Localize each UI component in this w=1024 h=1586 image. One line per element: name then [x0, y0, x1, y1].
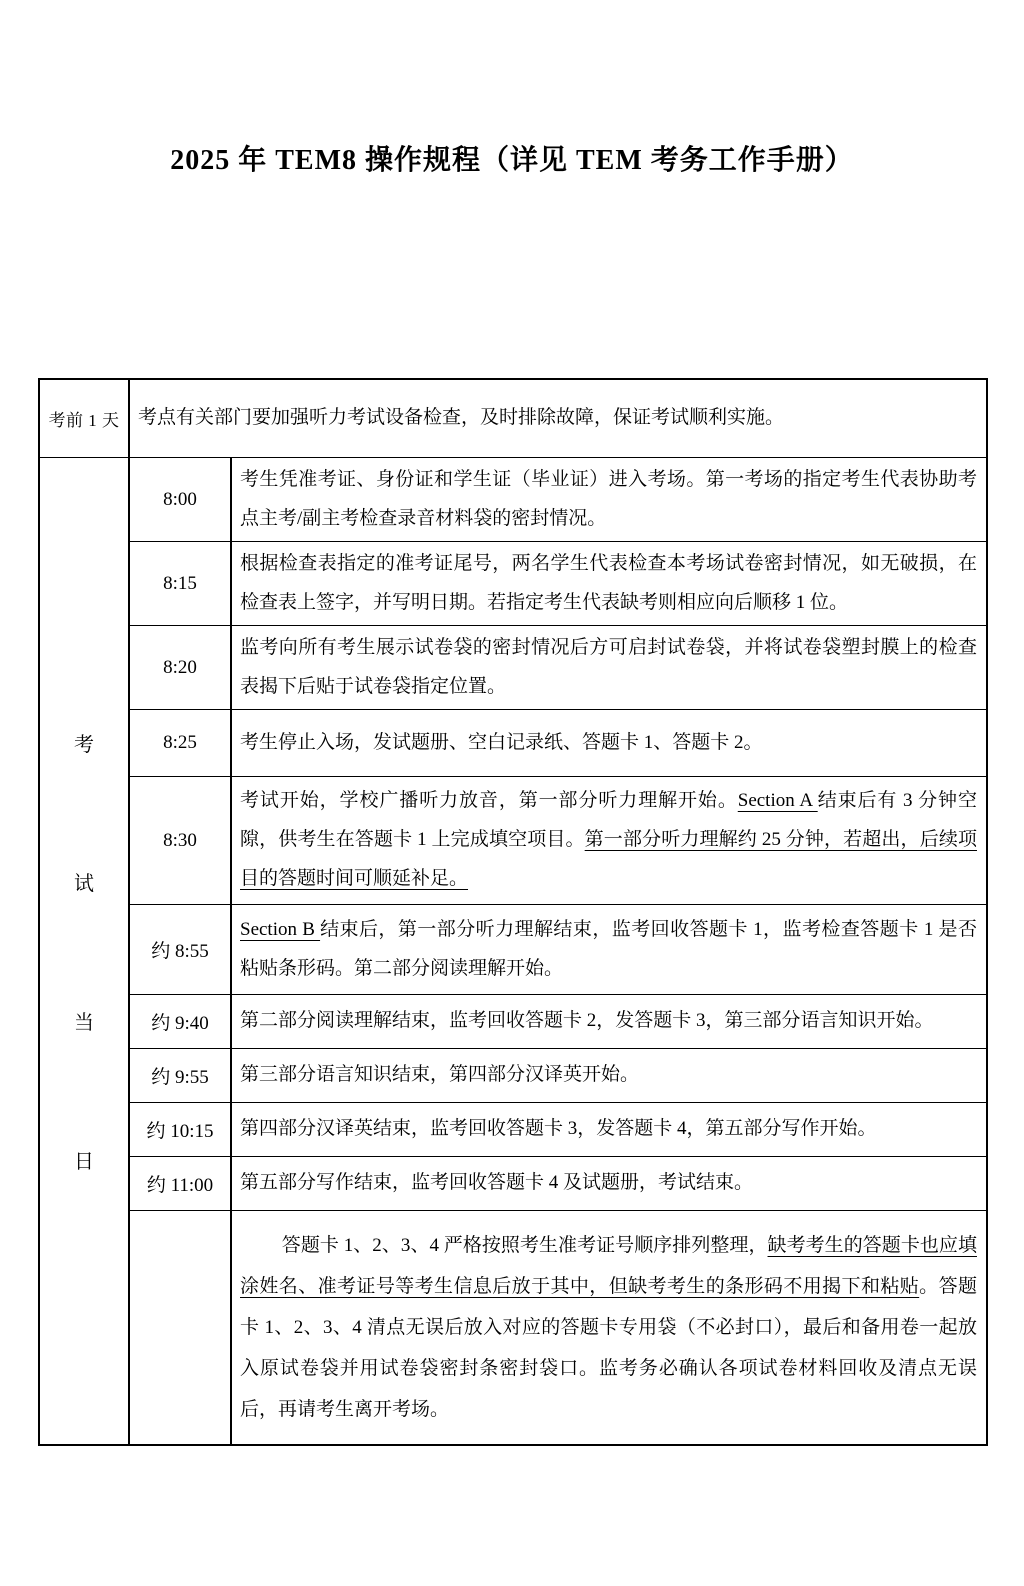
time-cell: 约 10:15 — [130, 1103, 232, 1156]
exam-day-vertical-label — [40, 458, 130, 1444]
content-cell — [232, 1211, 986, 1444]
time-cell-empty — [130, 1211, 232, 1444]
table-row — [130, 626, 986, 710]
row-text — [240, 1002, 977, 1041]
time-cell: 8:30 — [130, 777, 232, 904]
text-segment: 考生凭准考证、身份证和学生证（毕业证）进入考场。第一考场的指定考生代表协助考点主考/副主考检查录音材料袋的密封情况。 — [240, 468, 977, 529]
pre-exam-row — [40, 380, 986, 458]
time-cell: 8:00 — [130, 458, 232, 541]
content-cell — [232, 458, 986, 541]
content-cell — [232, 1049, 986, 1102]
exam-day-char: 当 — [74, 1012, 94, 1034]
content-cell — [232, 710, 986, 776]
text-segment: 第五部分写作结束，监考回收答题卡 4 及试题册，考试结束。 — [240, 1172, 754, 1194]
row-text — [240, 1110, 977, 1149]
text-segment: 答题卡 1、2、3、4 严格按照考生准考证号顺序排列整理， — [281, 1235, 768, 1257]
content-cell — [232, 905, 986, 994]
wrap-up-text — [240, 1224, 977, 1430]
table-row — [130, 1049, 986, 1103]
time-cell: 约 9:40 — [130, 995, 232, 1048]
table-row — [130, 542, 986, 626]
time-cell: 约 9:55 — [130, 1049, 232, 1102]
time-cell: 8:15 — [130, 542, 232, 625]
wrap-up-row — [130, 1211, 986, 1444]
exam-day-block — [40, 458, 986, 1444]
pre-exam-content-cell — [130, 380, 986, 457]
underlined-text-segment: 第一部分听力理解约 25 分钟，若超出，后续项目的答题时间可顺延补足。 — [240, 829, 977, 889]
row-text — [240, 461, 977, 539]
pre-exam-day-label: 考前 1 天 — [40, 380, 130, 457]
content-cell — [232, 777, 986, 904]
content-cell — [232, 1157, 986, 1210]
table-row — [130, 995, 986, 1049]
table-row — [130, 710, 986, 777]
row-text — [240, 629, 977, 707]
text-segment: 根据检查表指定的准考证尾号，两名学生代表检查本考场试卷密封情况，如无破损，在检查表上签字，并写明日期。若指定考生代表缺考则相应向后顺移 1 位。 — [240, 552, 977, 613]
text-segment: 考试开始，学校广播听力放音，第一部分听力理解开始。 — [240, 790, 738, 812]
schedule-table — [38, 378, 988, 1446]
timed-rows — [130, 458, 986, 1444]
text-segment: 结束后，第一部分听力理解结束，监考回收答题卡 1，监考检查答题卡 1 是否粘贴条形码。第二部分阅读理解开始。 — [240, 918, 977, 979]
time-cell: 约 11:00 — [130, 1157, 232, 1210]
time-cell: 约 8:55 — [130, 905, 232, 994]
underlined-text-segment: 缺考考生的答题卡也应填涂姓名、准考证号等考生信息后放于其中，但缺考考生的条形码不用揭下和粘贴 — [240, 1235, 977, 1298]
exam-day-char: 试 — [74, 873, 94, 895]
text-segment: 第三部分语言知识结束，第四部分汉译英开始。 — [240, 1064, 640, 1086]
row-text — [240, 911, 977, 989]
table-row — [130, 777, 986, 905]
row-text — [240, 782, 977, 899]
underlined-text-segment: Section B — [240, 918, 321, 940]
content-cell — [232, 542, 986, 625]
text-segment: 第四部分汉译英结束，监考回收答题卡 3，发答题卡 4，第五部分写作开始。 — [240, 1118, 877, 1140]
row-text — [240, 1164, 977, 1203]
exam-day-char: 日 — [74, 1151, 94, 1173]
time-cell: 8:25 — [130, 710, 232, 776]
exam-day-char: 考 — [74, 734, 94, 756]
content-cell — [232, 626, 986, 709]
row-text — [240, 545, 977, 623]
text-segment: 。答题卡 1、2、3、4 清点无误后放入对应的答题卡专用袋（不必封口），最后和备用卷一起放入原试卷袋并用试卷袋密封条密封袋口。监考务必确认各项试卷材料回收及清点无误后，再请考生离开考场。 — [240, 1276, 977, 1420]
table-row — [130, 458, 986, 542]
text-segment: 结束后有 3 分钟空隙，供考生在答题卡 1 上完成填空项目。 — [240, 790, 977, 851]
row-text — [240, 724, 977, 763]
document-page — [0, 138, 1024, 1586]
content-cell — [232, 995, 986, 1048]
content-cell — [232, 1103, 986, 1156]
table-row — [130, 1103, 986, 1157]
page-title: 2025 年 TEM8 操作规程（详见 TEM 考务工作手册） — [170, 145, 854, 176]
text-segment: 监考向所有考生展示试卷袋的密封情况后方可启封试卷袋，并将试卷袋塑封膜上的检查表揭下后贴于试卷袋指定位置。 — [240, 636, 977, 697]
row-text — [240, 1056, 977, 1095]
table-row — [130, 1157, 986, 1211]
pre-exam-content-text: 考点有关部门要加强听力考试设备检查，及时排除故障，保证考试顺利实施。 — [138, 407, 785, 429]
time-cell: 8:20 — [130, 626, 232, 709]
text-segment: 第二部分阅读理解结束，监考回收答题卡 2，发答题卡 3，第三部分语言知识开始。 — [240, 1010, 934, 1032]
underlined-text-segment: Section A — [737, 790, 818, 812]
table-row — [130, 905, 986, 995]
text-segment: 考生停止入场，发试题册、空白记录纸、答题卡 1、答题卡 2。 — [240, 731, 763, 753]
